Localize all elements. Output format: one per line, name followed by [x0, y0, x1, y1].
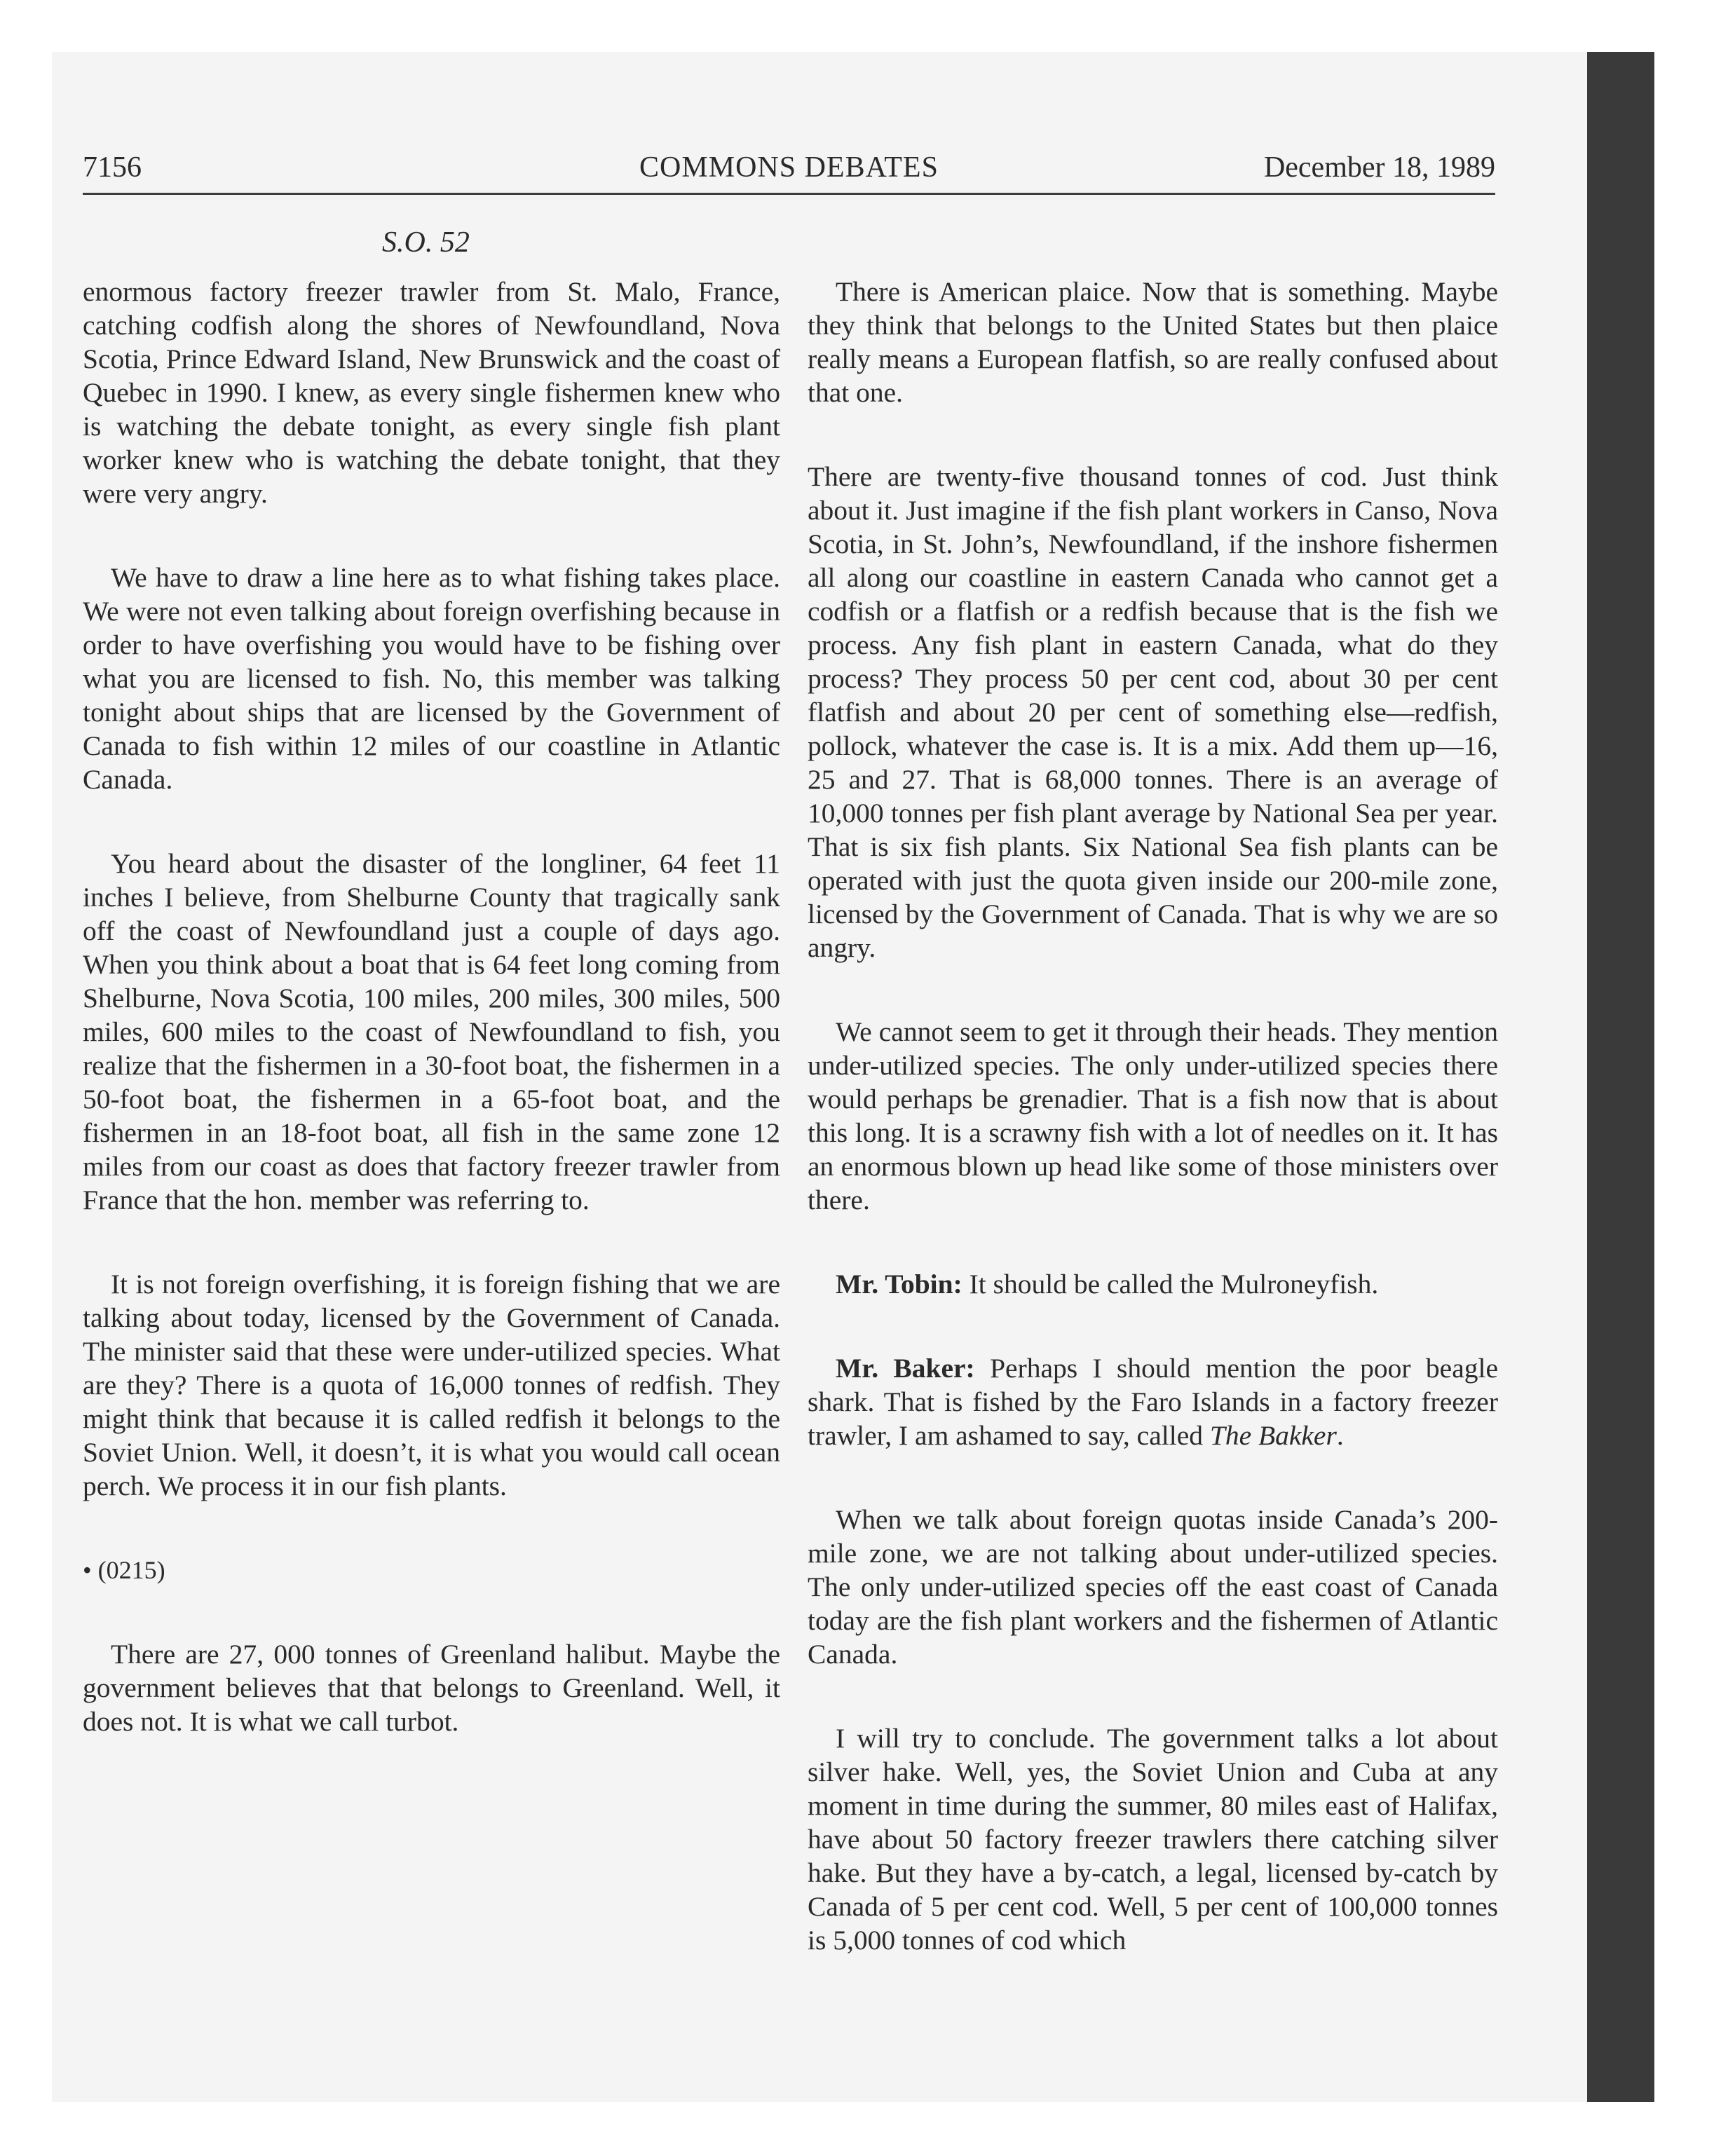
page-number: 7156	[83, 151, 142, 184]
speech-baker	[808, 1351, 1498, 1452]
scan-edge	[1587, 52, 1654, 2102]
paragraph: When we talk about foreign quotas inside Canada’s 200-mile zone, we are not talking about under-utilized species. The only under-utilized species off the east coast of Canada today are the fish plant workers and the fishermen of Atlantic Canada.	[808, 1504, 1498, 1670]
speech-text-end: .	[1336, 1420, 1344, 1451]
speaker-name: Mr. Baker:	[836, 1353, 975, 1384]
timestamp: • (0215)	[83, 1556, 165, 1584]
paragraph: We have to draw a line here as to what fishing takes place. We were not even talking about foreign overfishing because in order to have overfishing you would have to be fishing over what you are licensed to fish. No, this member was talking tonight about ships that are licensed by the Government of Canada to fish within 12 miles of our coastline in Atlantic Canada.	[83, 562, 780, 795]
left-column	[83, 275, 780, 1789]
paragraph: You heard about the disaster of the longliner, 64 feet 11 inches I believe, from Shelburne County that tragically sank off the coast of Newfoundland just a couple of days ago. When you think about a boat that is 64 feet long coming from Shelburne, Nova Scotia, 100 miles, 200 miles, 300 miles, 500 miles, 600 miles to the coast of Newfoundland to fish, you realize that the fishermen in a 30-foot boat, the fishermen in a 50-foot boat, the fishermen in a 65-foot boat, and the fishermen in an 18-foot boat, all fish in the same zone 12 miles from our coast as does that factory freezer trawler from France that the hon. member was referring to.	[83, 848, 780, 1215]
speech-text: Perhaps I should mention the poor beagle shark. That is fished by the Faro Islands in a factory freezer trawler, I am ashamed to say, called	[808, 1353, 1498, 1451]
speech-tobin	[808, 1267, 1498, 1301]
speech-text: It should be called the Mulroneyfish.	[962, 1269, 1379, 1299]
speaker-name: Mr. Tobin:	[836, 1269, 962, 1299]
paragraph: It is not foreign overfishing, it is foreign fishing that we are talking about today, licensed by the Government of Canada. The minister said that these were under-utilized species. What are they? There is a quota of 16,000 tonnes of redfish. They might think that because it is called redfish it belongs to the Soviet Union. Well, it doesn’t, it is what you would call ocean perch. We process it in our fish plants.	[83, 1269, 780, 1501]
paragraph: I will try to conclude. The government talks a lot about silver hake. Well, yes, the Soviet Union and Cuba at any moment in time during the summer, 80 miles east of Halifax, have about 50 factory freezer trawlers there catching silver hake. But they have a by-catch, a legal, licensed by-catch by Canada of 5 per cent cod. Well, 5 per cent of 100,000 tonnes is 5,000 tonnes of cod which	[808, 1723, 1498, 1956]
paragraph: enormous factory freezer trawler from St. Malo, France, catching codfish along the shores of Newfoundland, Nova Scotia, Prince Edward Island, New Brunswick and the coast of Quebec in 1990. I knew, as every single fishermen knew who is watching the debate tonight, as every single fish plant worker knew who is watching the debate tonight, that they were very angry.	[83, 276, 780, 509]
right-column	[808, 275, 1498, 2007]
section-label: S.O. 52	[382, 226, 470, 259]
paragraph: There are 27, 000 tonnes of Greenland halibut. Maybe the government believes that that belongs to Greenland. Well, it does not. It is what we call turbot.	[83, 1639, 780, 1737]
page-header	[83, 151, 1495, 195]
ship-name: The Bakker	[1209, 1420, 1337, 1451]
paragraph: We cannot seem to get it through their heads. They mention under-utilized species. The only under-utilized species there would perhaps be grenadier. That is a fish now that is about this long. It is a scrawny fish with a lot of needles on it. It has an enormous blown up head like some of those ministers over there.	[808, 1016, 1498, 1215]
date: December 18, 1989	[1263, 151, 1495, 184]
journal-title: COMMONS DEBATES	[639, 151, 939, 184]
paragraph: There are twenty-five thousand tonnes of cod. Just think about it. Just imagine if the fish plant workers in Canso, Nova Scotia, in St. John’s, Newfoundland, if the inshore fishermen all along our coastline in eastern Canada who cannot get a codfish or a flatfish or a redfish because that is the fish we process. Any fish plant in eastern Canada, what do they process? They process 50 per cent cod, about 30 per cent flatfish and about 20 per cent of something else—redfish, pollock, whatever the case is. It is a mix. Add them up—16, 25 and 27. That is 68,000 tonnes. There is an average of 10,000 tonnes per fish plant average by National Sea per year. That is six fish plants. Six National Sea fish plants can be operated with just the quota given inside our 200-mile zone, licensed by the Government of Canada. That is why we are so angry.	[808, 461, 1498, 963]
paragraph: There is American plaice. Now that is something. Maybe they think that belongs to the United States but then plaice really means a European flatfish, so are really confused about that one.	[808, 276, 1498, 408]
